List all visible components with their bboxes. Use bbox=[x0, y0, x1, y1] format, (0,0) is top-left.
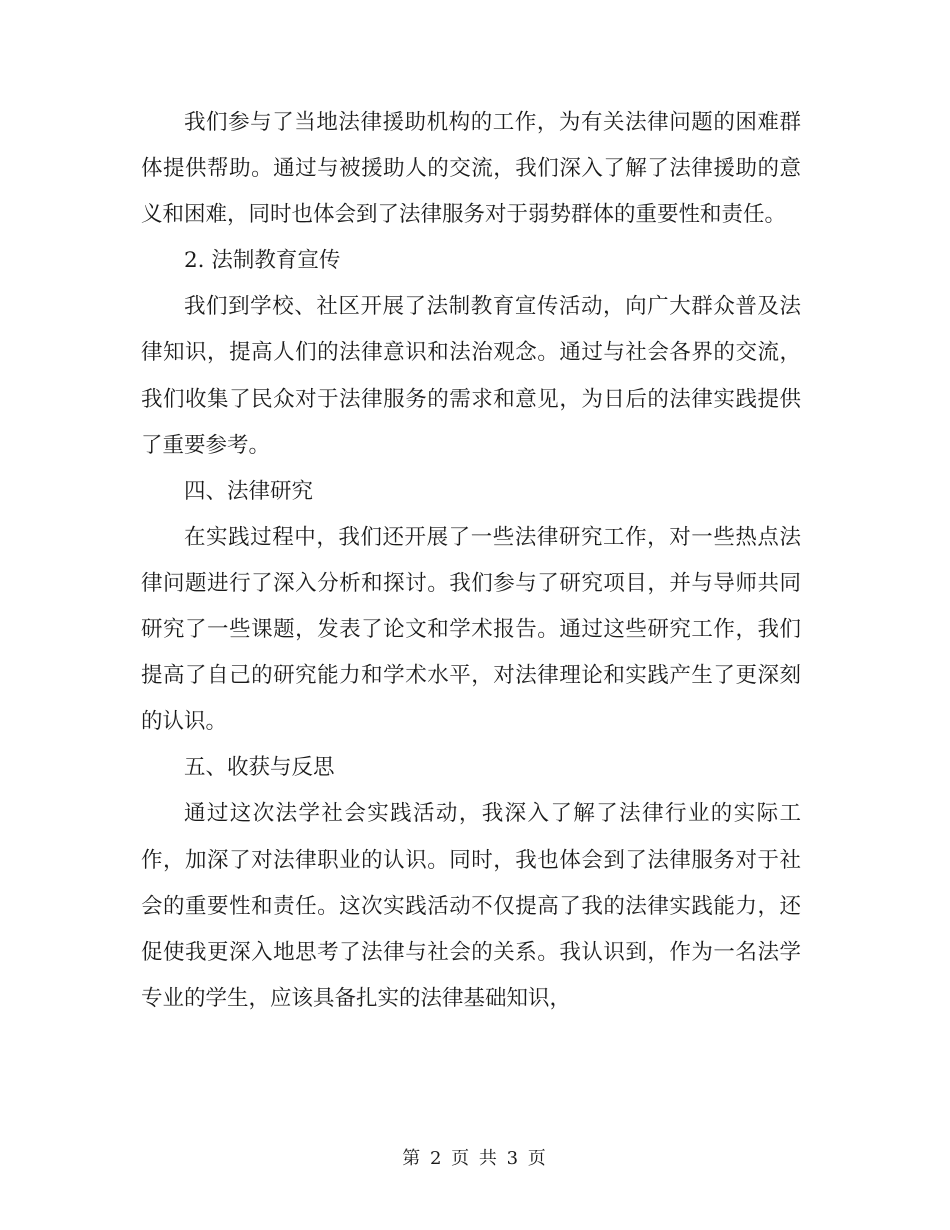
page-number-footer: 第 2 页 共 3 页 bbox=[402, 1148, 548, 1169]
heading-gains-reflection: 五、收获与反思 bbox=[184, 755, 335, 781]
heading-legal-education: 2. 法制教育宣传 bbox=[184, 248, 341, 274]
page-body bbox=[141, 100, 801, 1022]
paragraph-legal-aid: 我们参与了当地法律援助机构的工作，为有关法律问题的困难群体提供帮助。通过与被援助人的交流，我们深入了解了法律援助的意义和困难，同时也体会到了法律服务对于弱势群体的重要性和责任。 bbox=[141, 110, 801, 228]
paragraph-legal-education: 我们到学校、社区开展了法制教育宣传活动，向广大群众普及法律知识，提高人们的法律意识和法治观念。通过与社会各界的交流，我们收集了民众对于法律服务的需求和意见，为日后的法律实践提供了重要参考。 bbox=[141, 294, 801, 458]
heading-legal-research: 四、法律研究 bbox=[184, 478, 314, 504]
paragraph-gains-reflection: 通过这次法学社会实践活动，我深入了解了法律行业的实际工作，加深了对法律职业的认识。同时，我也体会到了法律服务对于社会的重要性和责任。这次实践活动不仅提高了我的法律实践能力，还促使我更深入地思考了法律与社会的关系。我认识到，作为一名法学专业的学生，应该具备扎实的法律基础知识， bbox=[141, 801, 801, 1011]
paragraph-legal-research: 在实践过程中，我们还开展了一些法律研究工作，对一些热点法律问题进行了深入分析和探讨。我们参与了研究项目，并与导师共同研究了一些课题，发表了论文和学术报告。通过这些研究工作，我们提高了自己的研究能力和学术水平，对法律理论和实践产生了更深刻的认识。 bbox=[141, 524, 801, 735]
